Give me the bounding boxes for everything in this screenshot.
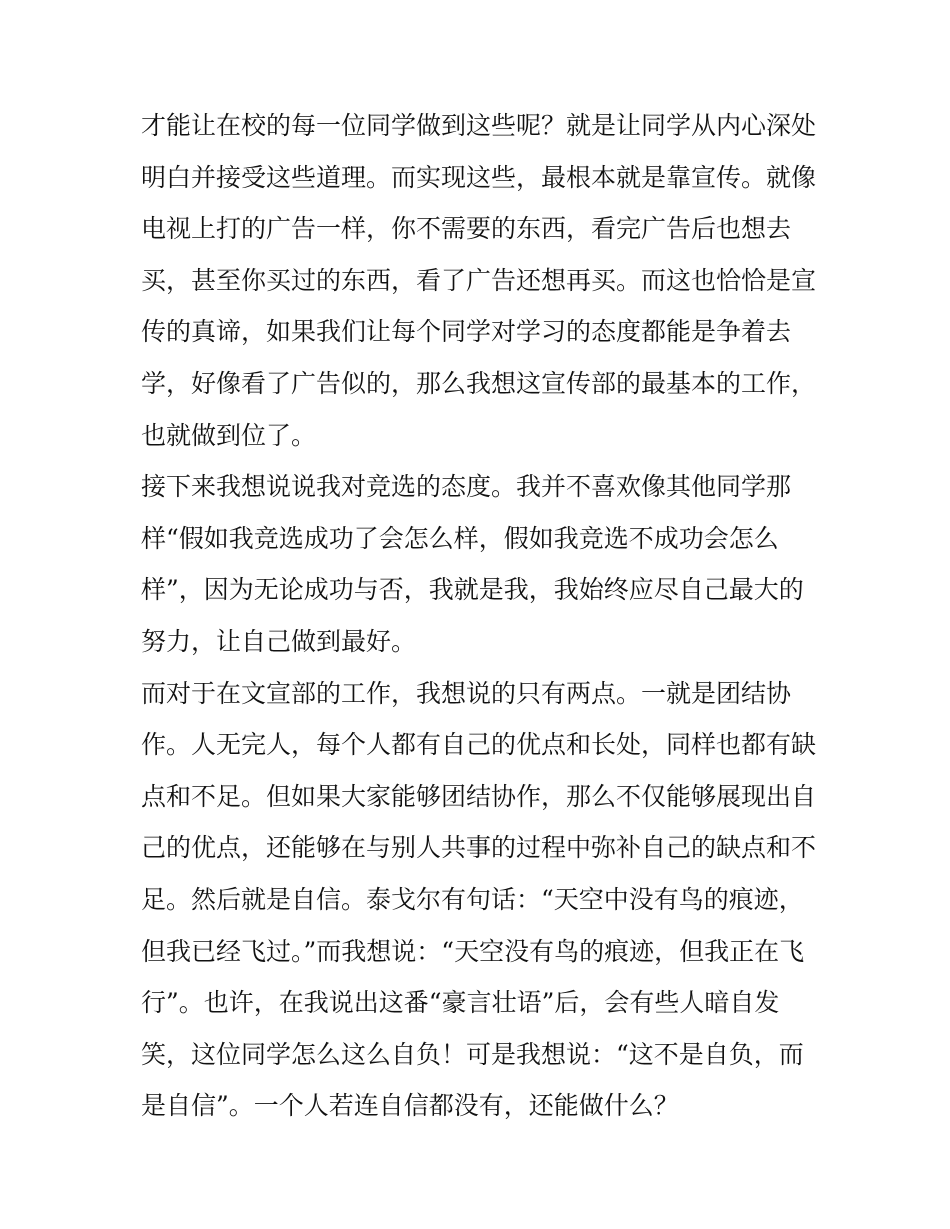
text-line: 是自信”。一个人若连自信都没有，还能做什么？ (141, 1091, 679, 1121)
text-line: 己的优点，还能够在与别人共事的过程中弥补自己的缺点和不 (141, 833, 817, 863)
text-line: 传的真谛，如果我们让每个同学对学习的态度都能是争着去 (141, 317, 792, 347)
text-line: 电视上打的广告一样，你不需要的东西，看完广告后也想去 (141, 214, 792, 244)
text-line: 点和不足。但如果大家能够团结协作，那么不仅能够展现出自 (141, 781, 817, 811)
text-line: 努力，让自己做到最好。 (141, 626, 417, 656)
text-line: 而对于在文宣部的工作，我想说的只有两点。一就是团结协 (141, 678, 792, 708)
text-line: 足。然后就是自信。泰戈尔有句话：“天空中没有鸟的痕迹， (141, 884, 804, 914)
text-line: 样“假如我竞选成功了会怎么样，假如我竞选不成功会怎么 (141, 523, 779, 553)
text-line: 但我已经飞过。”而我想说：“天空没有鸟的痕迹，但我正在飞 (141, 936, 805, 966)
text-line: 明白并接受这些道理。而实现这些，最根本就是靠宣传。就像 (141, 162, 817, 192)
text-line: 才能让在校的每一位同学做到这些呢？就是让同学从内心深处 (141, 111, 817, 140)
text-line: 作。人无完人，每个人都有自己的优点和长处，同样也都有缺 (141, 730, 817, 760)
body-text (141, 100, 821, 1132)
text-line: 笑，这位同学怎么这么自负！可是我想说：“这不是自负，而 (141, 1039, 804, 1069)
text-line: 样”，因为无论成功与否，我就是我，我始终应尽自己最大的 (141, 575, 804, 605)
text-line: 学，好像看了广告似的，那么我想这宣传部的最基本的工作， (141, 368, 817, 398)
text-line: 接下来我想说说我对竞选的态度。我并不喜欢像其他同学那 (141, 472, 792, 502)
text-line: 也就做到位了。 (141, 420, 317, 450)
text-line: 行”。也许，在我说出这番“豪言壮语”后，会有些人暗自发 (141, 988, 780, 1018)
text-line: 买，甚至你买过的东西，看了广告还想再买。而这也恰恰是宣 (141, 265, 817, 295)
